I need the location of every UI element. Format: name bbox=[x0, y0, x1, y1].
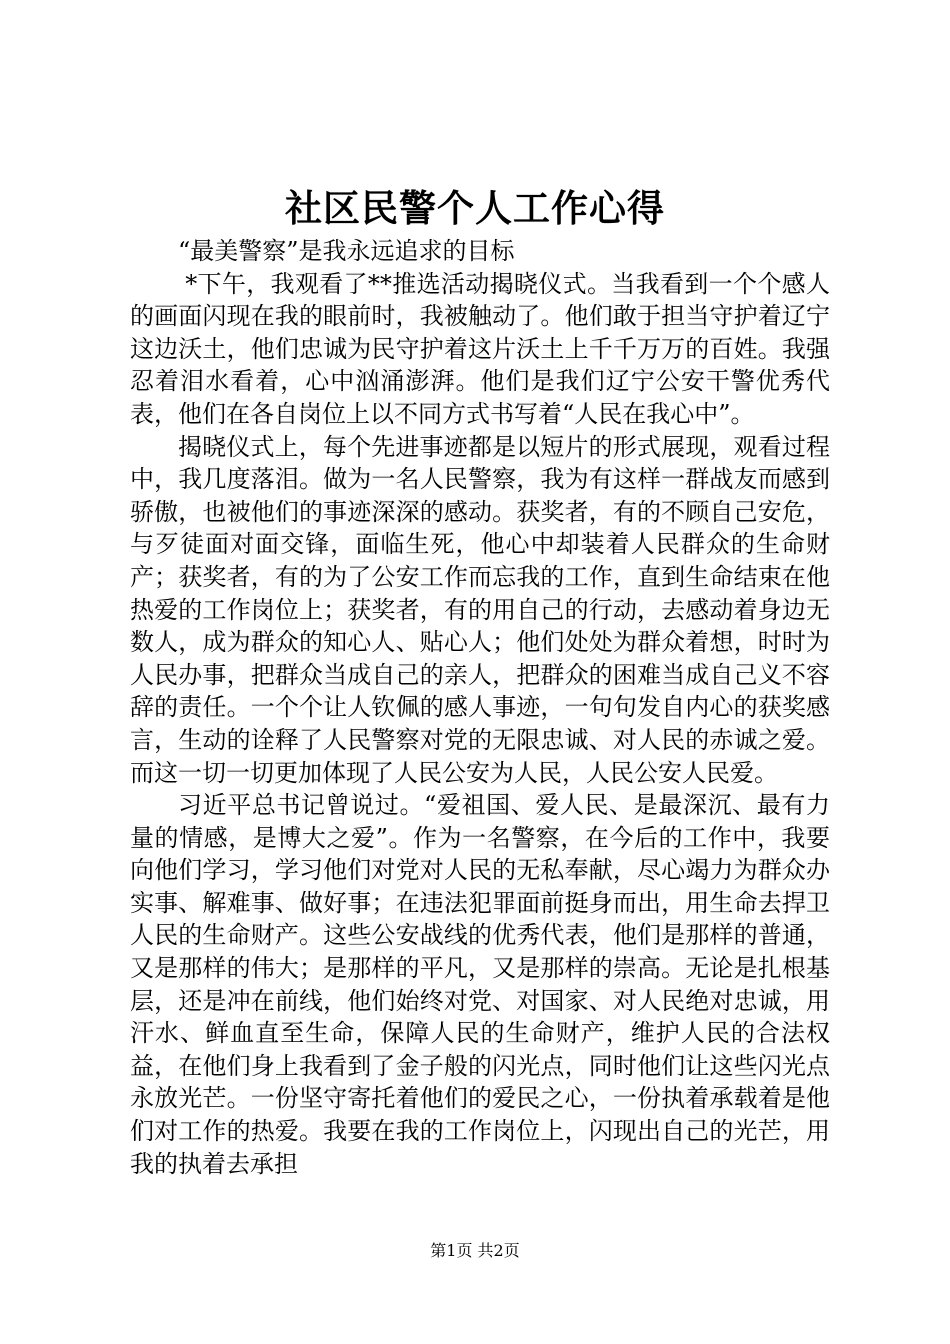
paragraph-1: *下午，我观看了**推选活动揭晓仪式。当我看到一个个感人的画面闪现在我的眼前时，我被触动了。他们敢于担当守护着辽宁这边沃土，他们忠诚为民守护着这片沃土上千千万万的百姓。我强忍着泪水看着，心中汹涌澎湃。他们是我们辽宁公安干警优秀代表，他们在各自岗位上以不同方式书写着“人民在我心中”。 bbox=[130, 269, 830, 428]
page-footer: 第1页 共2页 bbox=[430, 1241, 520, 1260]
document-body bbox=[130, 235, 830, 1180]
document-title: 社区民警个人工作心得 bbox=[285, 186, 665, 230]
document-subtitle: “最美警察”是我永远追求的目标 bbox=[178, 237, 515, 265]
paragraph-3: 习近平总书记曾说过。“爱祖国、爱人民、是最深沉、最有力量的情感，是博大之爱”。作为一名警察，在今后的工作中，我要向他们学习，学习他们对党对人民的无私奉献，尽心竭力为群众办实事、解难事、做好事；在违法犯罪面前挺身而出，用生命去捍卫人民的生命财产。这些公安战线的优秀代表，他们是那样的普通，又是那样的伟大；是那样的平凡，又是那样的崇高。无论是扎根基层，还是冲在前线，他们始终对党、对国家、对人民绝对忠诚，用汗水、鲜血直至生命，保障人民的生命财产，维护人民的合法权益，在他们身上我看到了金子般的闪光点，同时他们让这些闪光点永放光芒。一份坚守寄托着他们的爱民之心，一份执着承载着是他们对工作的热爱。我要在我的工作岗位上，闪现出自己的光芒，用我的执着去承担 bbox=[130, 791, 830, 1178]
paragraph-2: 揭晓仪式上，每个先进事迹都是以短片的形式展现，观看过程中，我几度落泪。做为一名人民警察，我为有这样一群战友而感到骄傲，也被他们的事迹深深的感动。获奖者，有的不顾自己安危，与歹徒面对面交锋，面临生死，他心中却装着人民群众的生命财产；获奖者，有的为了公安工作而忘我的工作，直到生命结束在他热爱的工作岗位上；获奖者，有的用自己的行动，去感动着身边无数人，成为群众的知心人、贴心人；他们处处为群众着想，时时为人民办事，把群众当成自己的亲人，把群众的困难当成自己义不容辞的责任。一个个让人钦佩的感人事迹，一句句发自内心的获奖感言，生动的诠释了人民警察对党的无限忠诚、对人民的赤诚之爱。而这一切一切更加体现了人民公安为人民，人民公安人民爱。 bbox=[130, 432, 830, 787]
